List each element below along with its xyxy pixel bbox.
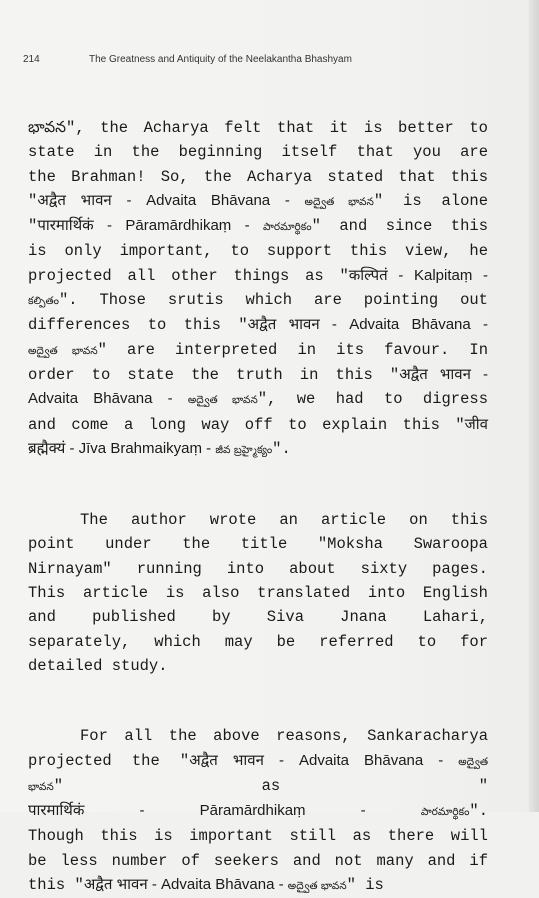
script-term: कल्पितं - Kalpitaṃ - [348,266,488,284]
text-run: and published by Siva Jnana Lahari, [28,608,488,627]
text-line [28,774,488,799]
telugu-term: కల్పితం [28,295,59,308]
telugu-term: అద్వైత భావన [287,880,347,893]
script-term: अद्वैत भावन - Advaita Bhāvana - [189,751,459,769]
text-line [28,581,488,605]
text-run: and come a long way off to explain this " [28,415,465,434]
text-line [28,363,488,387]
telugu-term: అద్వైత భావన [304,195,374,208]
text-line [28,654,488,678]
telugu-term: జీవ బ్రహ్మైక్యం [215,443,273,456]
text-line [28,140,488,164]
running-header [23,54,493,65]
script-term: ब्रह्मैक्यं - Jīva Brahmaikyaṃ - [28,439,216,457]
text-run: Nirnayam" running into about sixty pages. [28,559,488,578]
text-run: ". [272,439,291,458]
text-run: " is [346,876,384,895]
text-line [28,630,488,654]
telugu-term: పారమార్థికం [263,221,312,234]
text-run: state in the beginning itself that you are [28,143,488,162]
text-line [28,387,488,412]
text-run: " as " [53,776,488,795]
text-line [28,189,488,214]
text-run: the Brahman! So, the Acharya stated that this [28,167,488,186]
telugu-term: భావన [28,780,54,793]
text-run: ", we had to digress [257,390,489,409]
text-run: " are interpreted in its favour. In [97,340,488,359]
text-run: ". [469,802,488,821]
text-line [28,557,488,581]
text-line [28,437,488,462]
text-run: differences to this " [28,316,248,335]
text-line [28,116,488,140]
text-run: is only important, to support this view, he [28,242,488,261]
text-run: This article is also translated into English [28,584,488,603]
text-run: " [28,191,38,210]
text-line [28,849,488,873]
telugu-term: అద్వైత భావన [187,394,258,407]
telugu-term: అద్వైత భావన [28,344,98,357]
text-run: separately, which may be referred to for [28,632,488,651]
text-line [28,264,488,288]
text-run: order to state the truth in this " [28,365,400,384]
script-term: अद्वैत भावन - [399,365,488,383]
paragraph-1 [28,116,488,462]
paragraph-2 [28,508,488,678]
text-line [28,214,488,239]
text-run: Though this is important still as there will [28,827,488,846]
text-line [28,749,488,774]
text-line [28,313,488,337]
page-edge [529,0,539,812]
text-line [28,605,488,629]
text-run: ". Those srutis which are pointing out [58,291,488,310]
text-run: point under the title "Moksha Swaroopa [28,535,488,554]
text-run: భావన", the Acharya felt that it is better to [28,119,488,137]
text-line [28,165,488,189]
text-run: be less number of seekers and not many and if [28,851,488,870]
script-term: जीव [464,415,488,433]
telugu-term: పారమార్థికం [420,806,470,819]
text-line [28,288,488,313]
text-run: " [28,217,38,236]
text-run: " and since this [311,217,488,236]
text-run: projected the " [28,751,190,770]
text-line [28,413,488,437]
text-line [28,873,488,898]
text-run: projected all other things as " [28,266,349,285]
text-line [28,239,488,263]
text-run: For all the above reasons, Sankaracharya [80,727,488,746]
text-line [28,824,488,848]
text-run: this " [28,876,84,895]
telugu-term: అద్వైత [458,755,488,768]
script-term: अद्वैत भावन - Advaita Bhāvana - [83,876,288,894]
text-line [28,338,488,363]
script-term: अद्वैत भावन - Advaita Bhāvana - [37,191,305,209]
page-body [28,116,488,898]
page-number: 214 [23,54,40,65]
paragraph-3 [28,724,488,898]
text-run: detailed study. [28,656,168,675]
text-line [28,724,488,748]
script-term: Advaita Bhāvana - [28,390,188,408]
script-term: पारमार्थिकं - Pāramārdhikaṃ - [28,802,421,820]
running-title: The Greatness and Antiquity of the Neelakantha Bhashyam [89,54,352,65]
text-run: " is alone [373,191,489,210]
text-line [28,508,488,532]
text-run: The author wrote an article on this [80,511,488,530]
text-line [28,532,488,556]
script-term: पारमार्थिकं - Pāramārdhikaṃ - [37,217,264,235]
script-term: अद्वैत भावन - Advaita Bhāvana - [247,316,488,334]
